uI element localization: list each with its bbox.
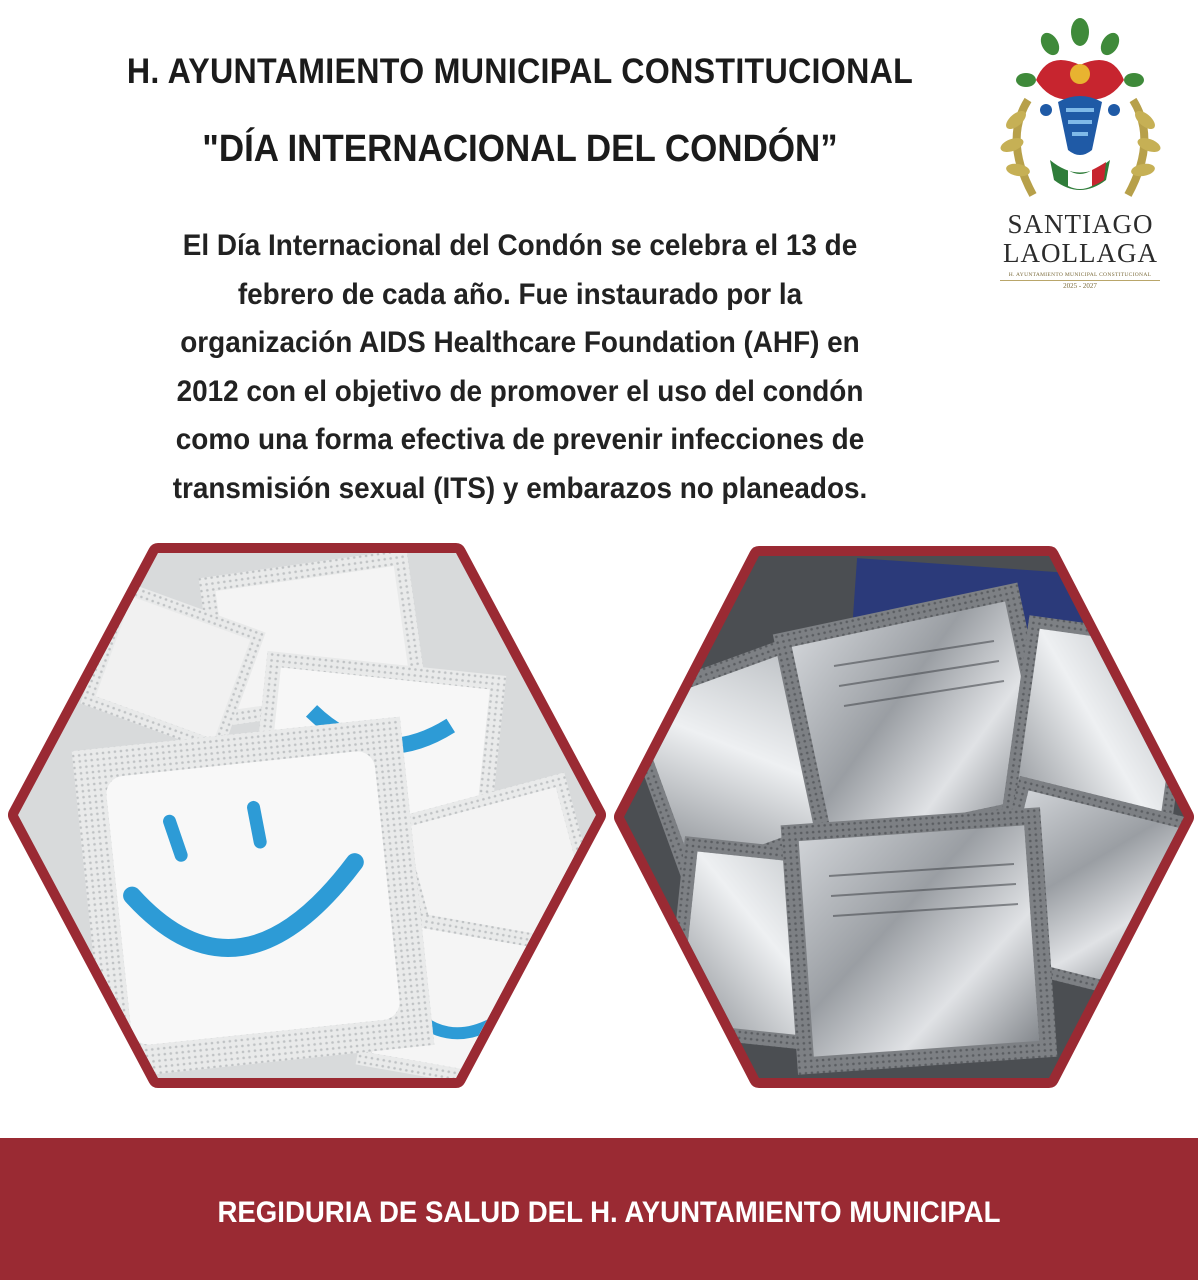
logo-years: 2025 - 2027	[1063, 282, 1097, 290]
description-line: febrero de cada año. Fue instaurado por la	[237, 277, 803, 311]
hexagon-photo-condoms-silver	[614, 546, 1194, 1088]
hexagon-photo-condoms-white	[8, 543, 606, 1088]
coat-of-arms-emblem	[988, 10, 1173, 210]
municipal-logo	[988, 10, 1173, 295]
logo-name-line: SANTIAGO	[1007, 209, 1154, 239]
description-line: 2012 con el objetivo de promover el uso del condón	[176, 374, 864, 408]
description-line: como una forma efectiva de prevenir infecciones de	[175, 423, 865, 456]
footer-text: REGIDURIA DE SALUD DEL H. AYUNTAMIENTO MUNICIPAL	[217, 1196, 1001, 1229]
description-line: transmisión sexual (ITS) y embarazos no planeados.	[172, 471, 868, 505]
logo-name	[988, 210, 1173, 268]
description-paragraph	[102, 222, 939, 513]
description-line: El Día Internacional del Condón se celebra el 13 de	[182, 229, 858, 262]
description-line: organización AIDS Healthcare Foundation (AHF) en	[180, 326, 860, 359]
logo-name-line: LAOLLAGA	[1003, 238, 1158, 268]
event-title: "DÍA INTERNACIONAL DEL CONDÓN”	[202, 128, 838, 170]
footer-band	[0, 1138, 1198, 1280]
page-title: H. AYUNTAMIENTO MUNICIPAL CONSTITUCIONAL	[126, 52, 914, 91]
logo-subtitle: H. AYUNTAMIENTO MUNICIPAL CONSTITUCIONAL	[1000, 272, 1160, 281]
